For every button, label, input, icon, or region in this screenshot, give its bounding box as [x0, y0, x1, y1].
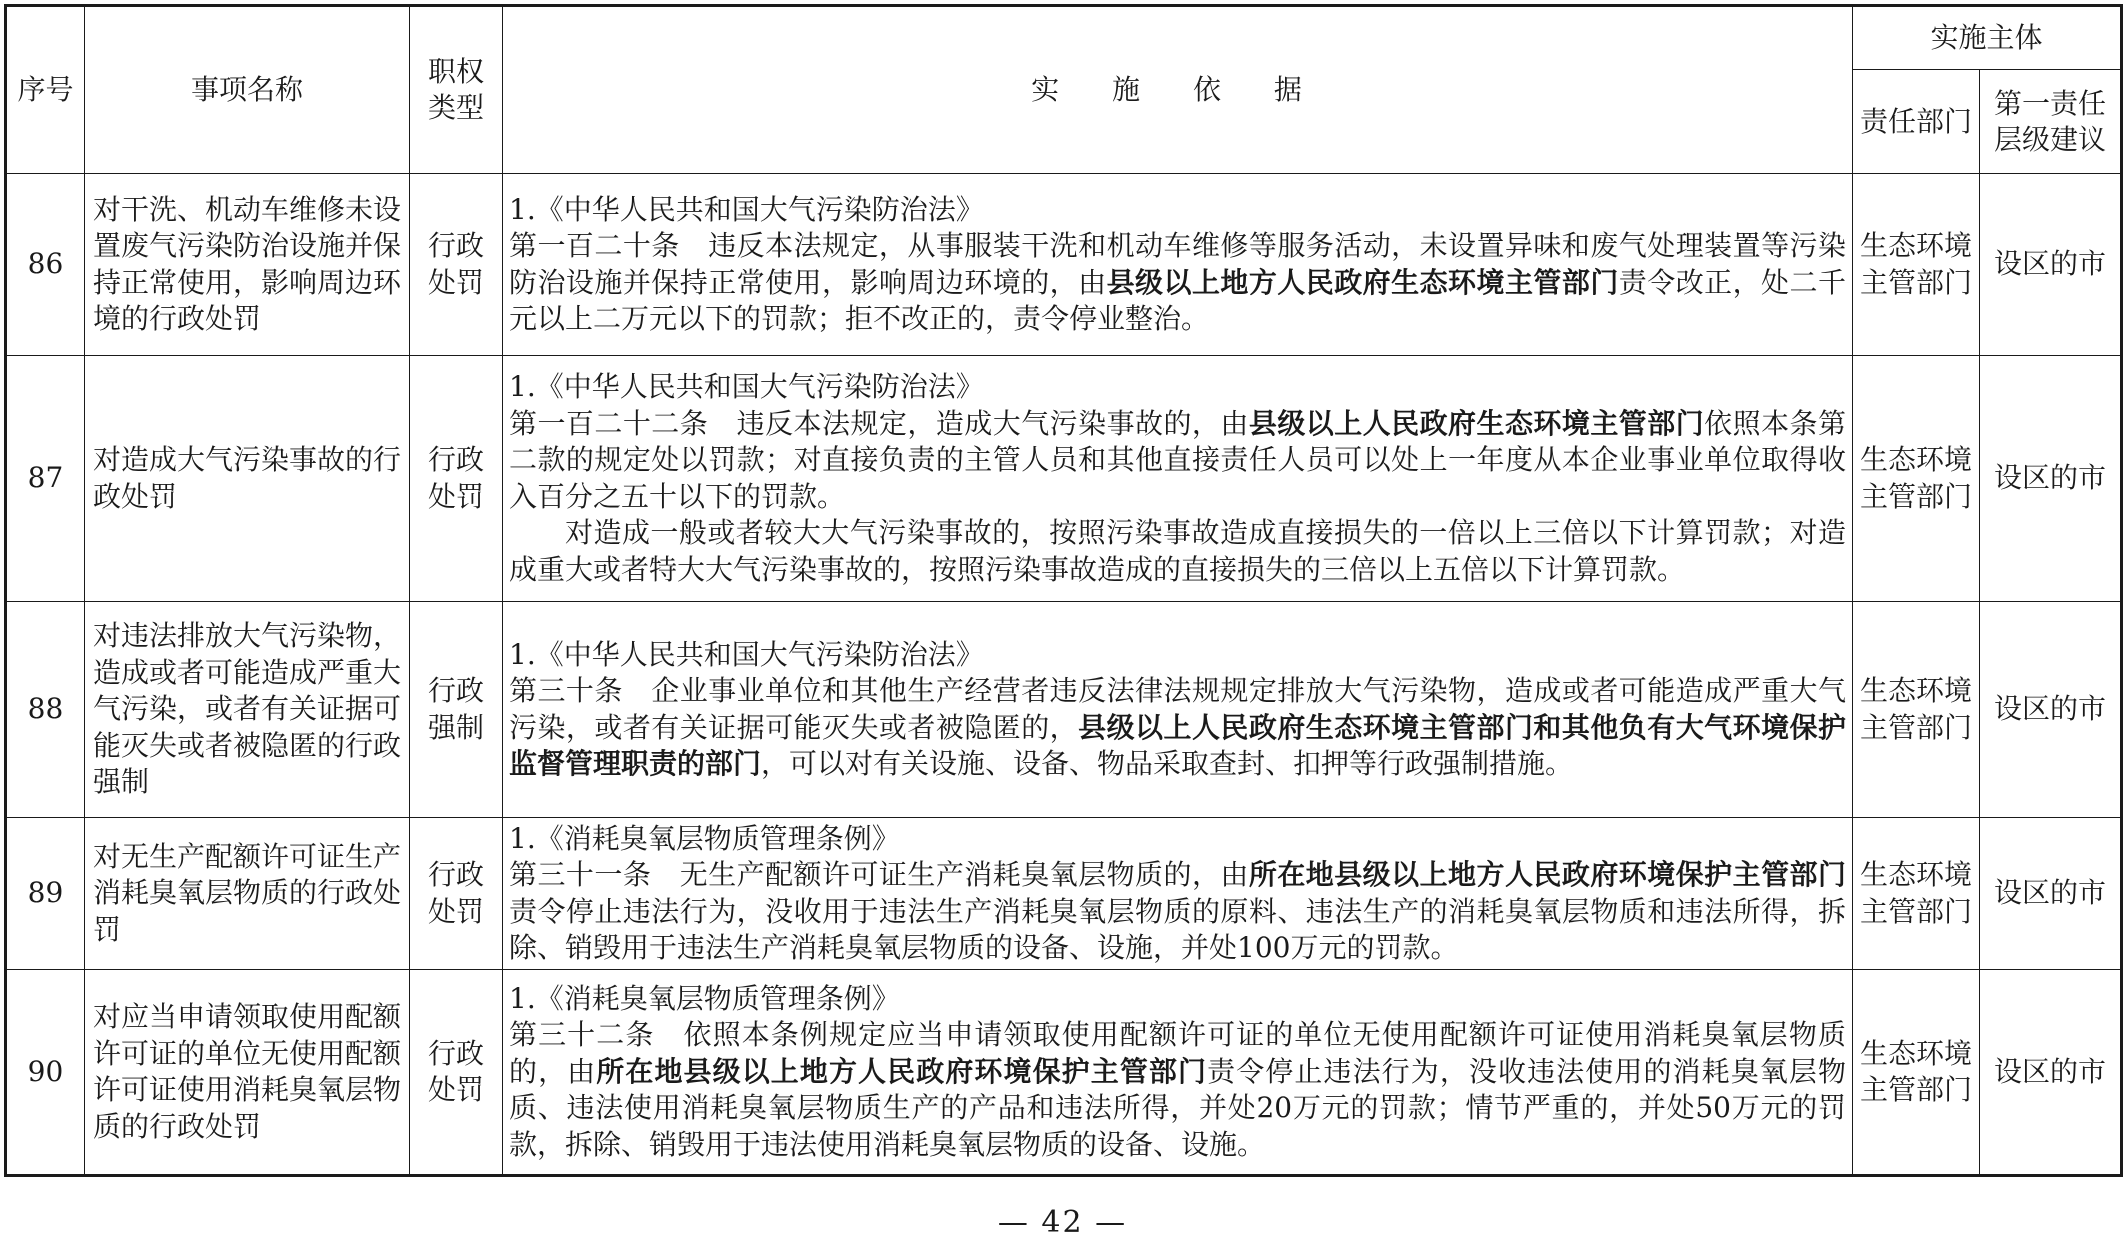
responsible-level: 设区的市: [1980, 970, 2122, 1176]
responsible-dept: 生态环境主管部门: [1853, 174, 1980, 356]
page-number: — 42 —: [997, 1205, 1128, 1240]
table-row: [6, 818, 2122, 970]
power-type: 行政处罚: [410, 356, 503, 602]
header-subject: 实施主体: [1853, 6, 2122, 70]
header-row-1: [6, 6, 2122, 70]
item-name: 对无生产配额许可证生产消耗臭氧层物质的行政处罚: [85, 818, 410, 970]
basis-text: 第一百二十条 违反本法规定，从事服装干洗和机动车维修等服务活动，未设置异味和废气处理装置等污染防治设施并保持正常使用，影响周边环境的，由县级以上地方人民政府生态环境主管部门责令改正，处二千元以上二万元以下的罚款；拒不改正的，责令停业整治。: [509, 229, 1846, 335]
basis-bold: 县级以上人民政府生态环境主管部门和其他负有大气环境保护监督管理职责的部门: [509, 710, 1846, 780]
responsible-level: 设区的市: [1980, 818, 2122, 970]
basis-text: 第一百二十二条 违反本法规定，造成大气污染事故的，由县级以上人民政府生态环境主管部门依照本条第二款的规定处以罚款；对直接负责的主管人员和其他直接责任人员可以处上一年度从本企业事业单位取得收入百分之五十以下的罚款。: [509, 406, 1846, 513]
basis-bold: 县级以上人民政府生态环境主管部门: [1248, 406, 1705, 440]
responsible-level: 设区的市: [1980, 356, 2122, 602]
basis-cell: [503, 602, 1853, 818]
basis-title: 1.《中华人民共和国大气污染防治法》: [509, 192, 984, 226]
basis-text: 第三十条 企业事业单位和其他生产经营者违反法律法规规定排放大气污染物，造成或者可能造成严重大气污染，或者有关证据可能灭失或者被隐匿的，县级以上人民政府生态环境主管部门和其他负有大气环境保护监督管理职责的部门，可以对有关设施、设备、物品采取查封、扣押等行政强制措施。: [509, 674, 1846, 780]
power-type: 行政处罚: [410, 174, 503, 356]
basis-cell: [503, 174, 1853, 356]
basis-paragraph: 对造成一般或者较大大气污染事故的，按照污染事故造成直接损失的一倍以上三倍以下计算罚款；对造成重大或者特大大气污染事故的，按照污染事故造成的直接损失的三倍以上五倍以下计算罚款。: [509, 516, 1846, 586]
table-row: [6, 174, 2122, 356]
basis-title: 1.《消耗臭氧层物质管理条例》: [509, 981, 900, 1015]
row-number: 89: [6, 818, 85, 970]
basis-bold: 县级以上地方人民政府生态环境主管部门: [1106, 265, 1619, 299]
basis-bold: 所在地县级以上地方人民政府环境保护主管部门: [1248, 858, 1846, 891]
power-type: 行政处罚: [410, 818, 503, 970]
row-number: 86: [6, 174, 85, 356]
power-type: 行政处罚: [410, 970, 503, 1176]
header-no: 序号: [6, 6, 85, 174]
header-dept: 责任部门: [1853, 70, 1980, 174]
responsible-level: 设区的市: [1980, 602, 2122, 818]
header-type: 职权类型: [410, 6, 503, 174]
powers-table: [4, 4, 2123, 1177]
item-name: 对造成大气污染事故的行政处罚: [85, 356, 410, 602]
basis-bold: 所在地县级以上地方人民政府环境保护主管部门: [596, 1054, 1208, 1088]
basis-title: 1.《中华人民共和国大气污染防治法》: [509, 637, 984, 671]
responsible-dept: 生态环境主管部门: [1853, 970, 1980, 1176]
responsible-level: 设区的市: [1980, 174, 2122, 356]
responsible-dept: 生态环境主管部门: [1853, 602, 1980, 818]
header-basis: 实 施 依 据: [503, 6, 1853, 174]
table-row: [6, 602, 2122, 818]
row-number: 87: [6, 356, 85, 602]
header-level: 第一责任层级建议: [1980, 70, 2122, 174]
power-type: 行政强制: [410, 602, 503, 818]
item-name: 对违法排放大气污染物，造成或者可能造成严重大气污染，或者有关证据可能灭失或者被隐匿的行政强制: [85, 602, 410, 818]
basis-cell: [503, 356, 1853, 602]
responsible-dept: 生态环境主管部门: [1853, 356, 1980, 602]
basis-cell: [503, 818, 1853, 970]
row-number: 88: [6, 602, 85, 818]
item-name: 对干洗、机动车维修未设置废气污染防治设施并保持正常使用，影响周边环境的行政处罚: [85, 174, 410, 356]
table-row: [6, 356, 2122, 602]
responsible-dept: 生态环境主管部门: [1853, 818, 1980, 970]
row-number: 90: [6, 970, 85, 1176]
basis-cell: [503, 970, 1853, 1176]
item-name: 对应当申请领取使用配额许可证的单位无使用配额许可证使用消耗臭氧层物质的行政处罚: [85, 970, 410, 1176]
table-row: [6, 970, 2122, 1176]
basis-title: 1.《消耗臭氧层物质管理条例》: [509, 821, 900, 855]
basis-text: 第三十二条 依照本条例规定应当申请领取使用配额许可证的单位无使用配额许可证使用消耗臭氧层物质的，由所在地县级以上地方人民政府环境保护主管部门责令停止违法行为，没收违法使用的消耗臭氧层物质、违法使用消耗臭氧层物质生产的产品和违法所得，并处20万元的罚款；情节严重的，并处50万元的罚款，拆除、销毁用于违法使用消耗臭氧层物质的设备、设施。: [509, 1018, 1846, 1161]
basis-text: 第三十一条 无生产配额许可证生产消耗臭氧层物质的，由所在地县级以上地方人民政府环境保护主管部门责令停止违法行为，没收用于违法生产消耗臭氧层物质的原料、违法生产的消耗臭氧层物质和违法所得，拆除、销毁用于违法生产消耗臭氧层物质的设备、设施，并处100万元的罚款。: [509, 858, 1846, 964]
header-name: 事项名称: [85, 6, 410, 174]
basis-title: 1.《中华人民共和国大气污染防治法》: [509, 370, 984, 403]
